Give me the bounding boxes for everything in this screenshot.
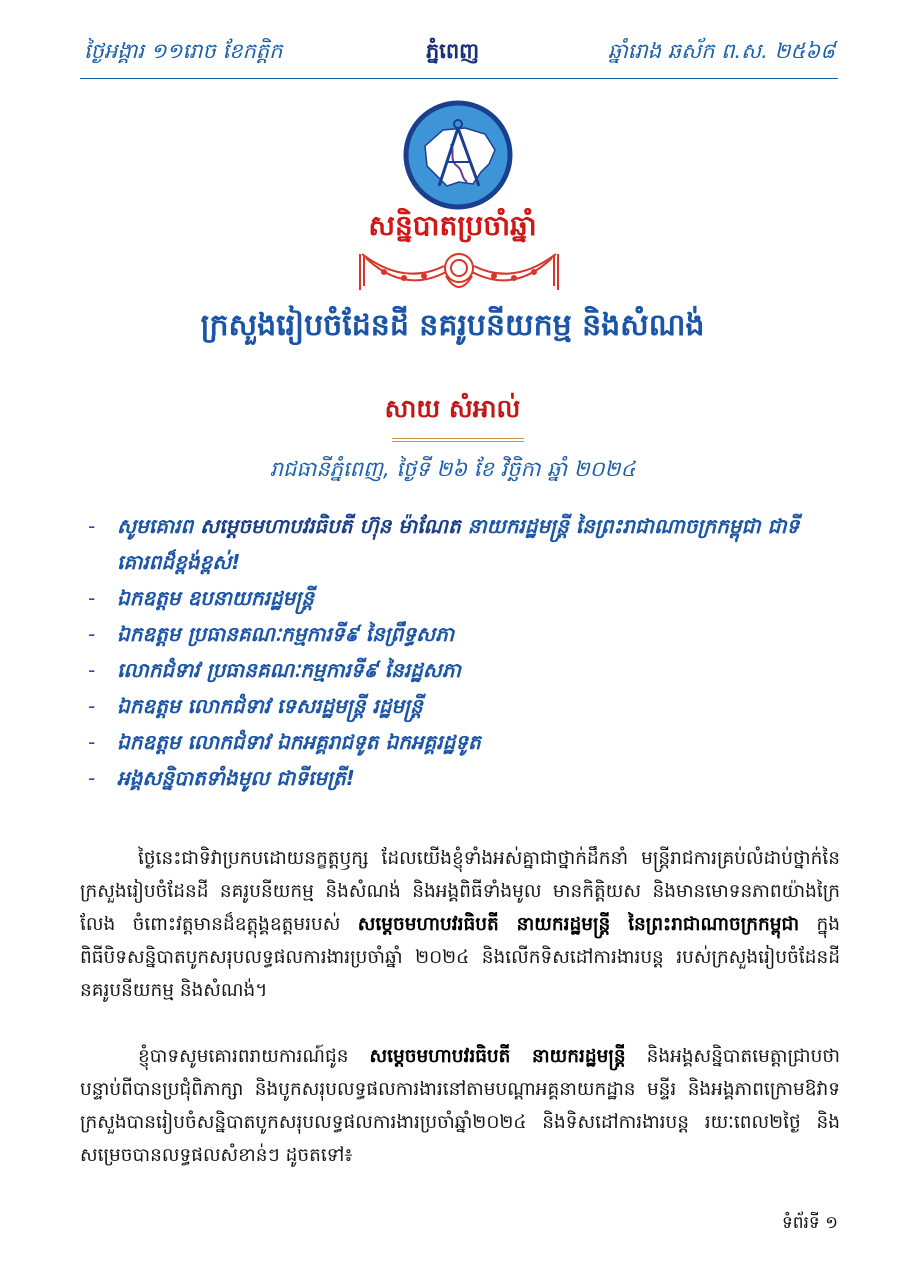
event-title: សន្និបាតប្រចាំឆ្នាំ <box>368 209 537 242</box>
paragraph-text: ថ្ងៃនេះជាទិវាប្រកបដោយនក្ខត្តឫក្ស ដែលយើងខ្ញុំទាំងអស់គ្នាជាថ្នាក់ដឹកនាំ មន្ត្រីរាជការគ្រប់លំដាប់ថ្នាក់នៃក្រសួងរៀបចំដែនដី នគរូបនីយកម្ម និងសំណង់ និងអង្គពិធីទាំងមូល មានកិត្តិយស និងមានមោទនភាពយ៉ាងក្រៃលែង ចំពោះវត្តមានដ៏ឧត្តុង្គឧត្តមរបស់ <box>80 848 840 935</box>
bullet-dash: - <box>88 730 96 754</box>
header-date: ថ្ងៃអង្គារ ១១រោច ខែកត្តិក <box>84 39 283 63</box>
header-year: ឆ្នាំរោង ឆស័ក ព.ស. ២៥៦៨ <box>607 39 835 63</box>
greeting-text-end: នាយករដ្ឋមន្ត្រី នៃព្រះរាជាណាចក្រកម្ពុជា ជាទីគោរពដ៏ខ្ពង់ខ្ពស់! <box>117 514 800 574</box>
greeting-item <box>80 760 840 796</box>
greeting-name: សម្តេចមហាបវរធិបតី ហ៊ុន ម៉ាណែត <box>200 514 461 538</box>
page-number: ទំព័រទី ១ <box>781 1213 838 1233</box>
body-paragraph-1 <box>80 842 840 1007</box>
ministry-name: ក្រសួងរៀបចំដែនដី នគរូបនីយកម្ម និងសំណង់ <box>200 308 705 343</box>
ministry-emblem-icon <box>403 100 513 210</box>
greeting-item <box>80 616 840 652</box>
greetings-list <box>80 508 840 796</box>
title-underline <box>392 438 524 442</box>
paragraph-text-end: ក្នុងពិធីបិទសន្និបាតបូកសរុបលទ្ធផលការងារប្រចាំឆ្នាំ ២០២៤ និងលើកទិសដៅការងារបន្ត របស់ក្រសួងរៀបចំដែនដី នគរូបនីយកម្ម និងសំណង់។ <box>80 914 840 1001</box>
speech-title: សាយ សំអាល់ <box>384 394 521 423</box>
bullet-dash: - <box>88 766 96 790</box>
floral-garland-ornament-icon <box>354 246 564 302</box>
greeting-text: ឯកឧត្តម លោកជំទាវ ទេសរដ្ឋមន្ត្រី រដ្ឋមន្ត្រី <box>117 694 423 718</box>
paragraph-text: ខ្ញុំបាទសូមគោរពរាយការណ៍ជូន <box>138 1046 370 1067</box>
bullet-dash: - <box>88 658 96 682</box>
greeting-text: ឯកឧត្តម ប្រធានគណៈកម្មការទី៩ នៃព្រឹទ្ធសភា <box>117 622 455 646</box>
greeting-item <box>80 508 840 580</box>
greeting-text: លោកជំទាវ ប្រធានគណៈកម្មការទី៩ នៃរដ្ឋសភា <box>117 658 461 682</box>
place-date: រាជធានីភ្នំពេញ, ថ្ងៃទី ២៦ ខែ វិច្ឆិកា ឆ្នាំ ២០២៤ <box>269 457 636 481</box>
paragraph-emphasis: សម្តេចមហាបវរធិបតី នាយករដ្ឋមន្ត្រី <box>369 1046 626 1067</box>
greeting-text: ឯកឧត្តម លោកជំទាវ ឯកអគ្គរាជទូត ឯកអគ្គរដ្ឋទូត <box>117 730 481 754</box>
greeting-item <box>80 688 840 724</box>
greeting-item <box>80 724 840 760</box>
paragraph-emphasis: សម្តេចមហាបវរធិបតី នាយករដ្ឋមន្ត្រី នៃព្រះរាជាណាចក្រកម្ពុជា <box>357 914 800 935</box>
greeting-text: សូមគោរព <box>117 514 201 538</box>
bullet-dash: - <box>88 514 96 538</box>
greeting-item <box>80 580 840 616</box>
bullet-dash: - <box>88 694 96 718</box>
greeting-item <box>80 652 840 688</box>
paragraph-text-end: និងអង្គសន្និបាតមេត្តាជ្រាបថា បន្ទាប់ពីបានប្រជុំពិភាក្សា និងបូកសរុបលទ្ធផលការងារនៅតាមបណ្តាអគ្គនាយកដ្ឋាន មន្ទីរ និងអង្គភាពក្រោមឱវាទ ក្រសួងបានរៀបចំសន្និបាតបូកសរុបលទ្ធផលការងារប្រចាំឆ្នាំ២០២៤ និងទិសដៅការងារបន្ត រយៈពេល២ថ្ងៃ និងសម្រេចបានលទ្ធផលសំខាន់ៗ ដូចតទៅ៖ <box>80 1046 840 1166</box>
bullet-dash: - <box>88 586 96 610</box>
body-paragraph-2 <box>80 1040 840 1172</box>
header-divider <box>80 78 838 79</box>
greeting-text: អង្គសន្និបាតទាំងមូល ជាទីមេត្រី! <box>117 766 355 790</box>
bullet-dash: - <box>88 622 96 646</box>
greeting-text: ឯកឧត្តម ឧបនាយករដ្ឋមន្ត្រី <box>117 586 315 610</box>
header-city: ភ្នំពេញ <box>425 39 480 63</box>
